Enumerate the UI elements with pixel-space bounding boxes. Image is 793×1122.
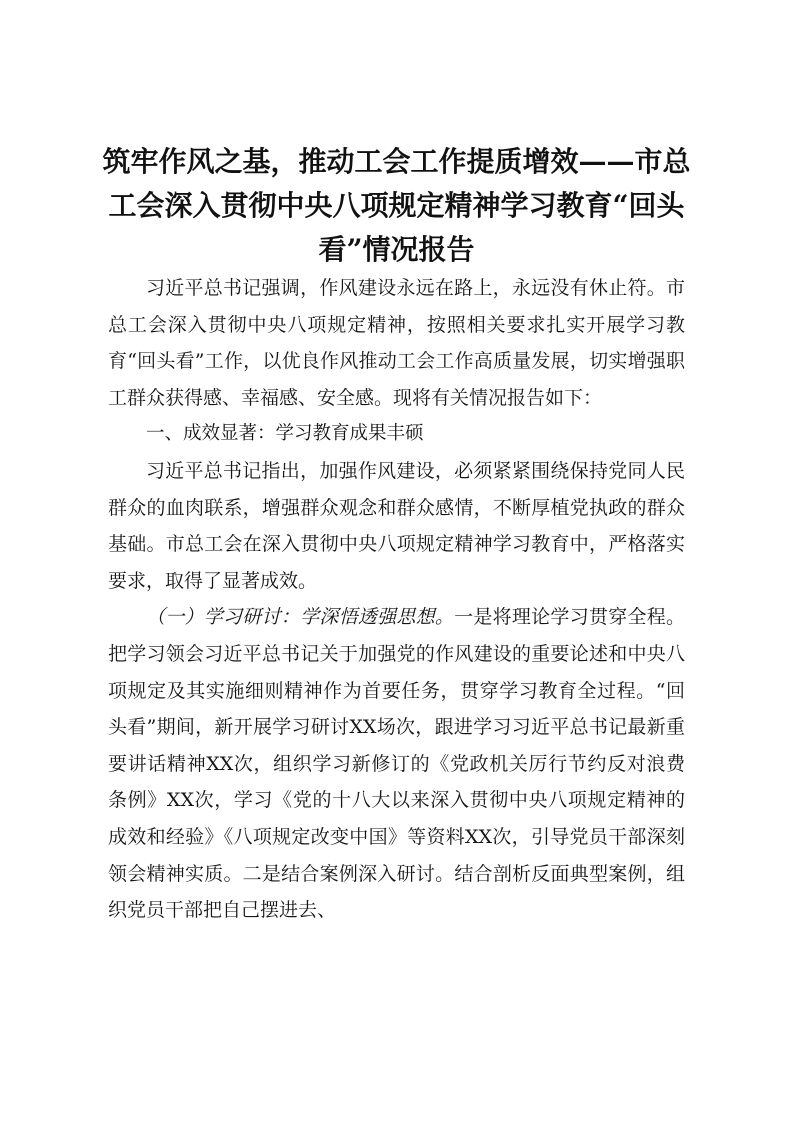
document-title: 筑牢作风之基，推动工会工作提质增效——市总工会深入贯彻中央八项规定精神学习教育“回头看”情况报告 [102, 145, 691, 266]
subsection-heading: （一）学习研讨：学深悟透强思想。 [146, 606, 455, 629]
document-body [108, 270, 685, 929]
subsection-paragraph [108, 599, 685, 928]
section-heading: 一、成效显著：学习教育成果丰硕 [146, 423, 424, 445]
section-paragraph: 习近平总书记指出，加强作风建设，必须紧紧围绕保持党同人民群众的血肉联系，增强群众观念和群众感情，不断厚植党执政的群众基础。市总工会在深入贯彻中央八项规定精神学习教育中，严格落实要求，取得了显著成效。 [108, 459, 685, 592]
intro-paragraph: 习近平总书记强调，作风建设永远在路上，永远没有休止符。市总工会深入贯彻中央八项规定精神，按照相关要求扎实开展学习教育“回头看”工作，以优良作风推动工会工作高质量发展，切实增强职工群众获得感、幸福感、安全感。现将有关情况报告如下： [108, 277, 685, 409]
subsection-body: 一是将理论学习贯穿全程。把学习领会习近平总书记关于加强党的作风建设的重要论述和中央八项规定及其实施细则精神作为首要任务，贯穿学习教育全过程。“回头看”期间，新开展学习研讨XX场次，跟进学习习近平总书记最新重要讲话精神XX次，组织学习新修订的《党政机关厉行节约反对浪费条例》XX次，学习《党的十八大以来深入贯彻中央八项规定精神的成效和经验》《八项规定改变中国》等资料XX次，引导党员干部深刻领会精神实质。二是结合案例深入研讨。结合剖析反面典型案例，组织党员干部把自己摆进去、 [108, 606, 685, 922]
